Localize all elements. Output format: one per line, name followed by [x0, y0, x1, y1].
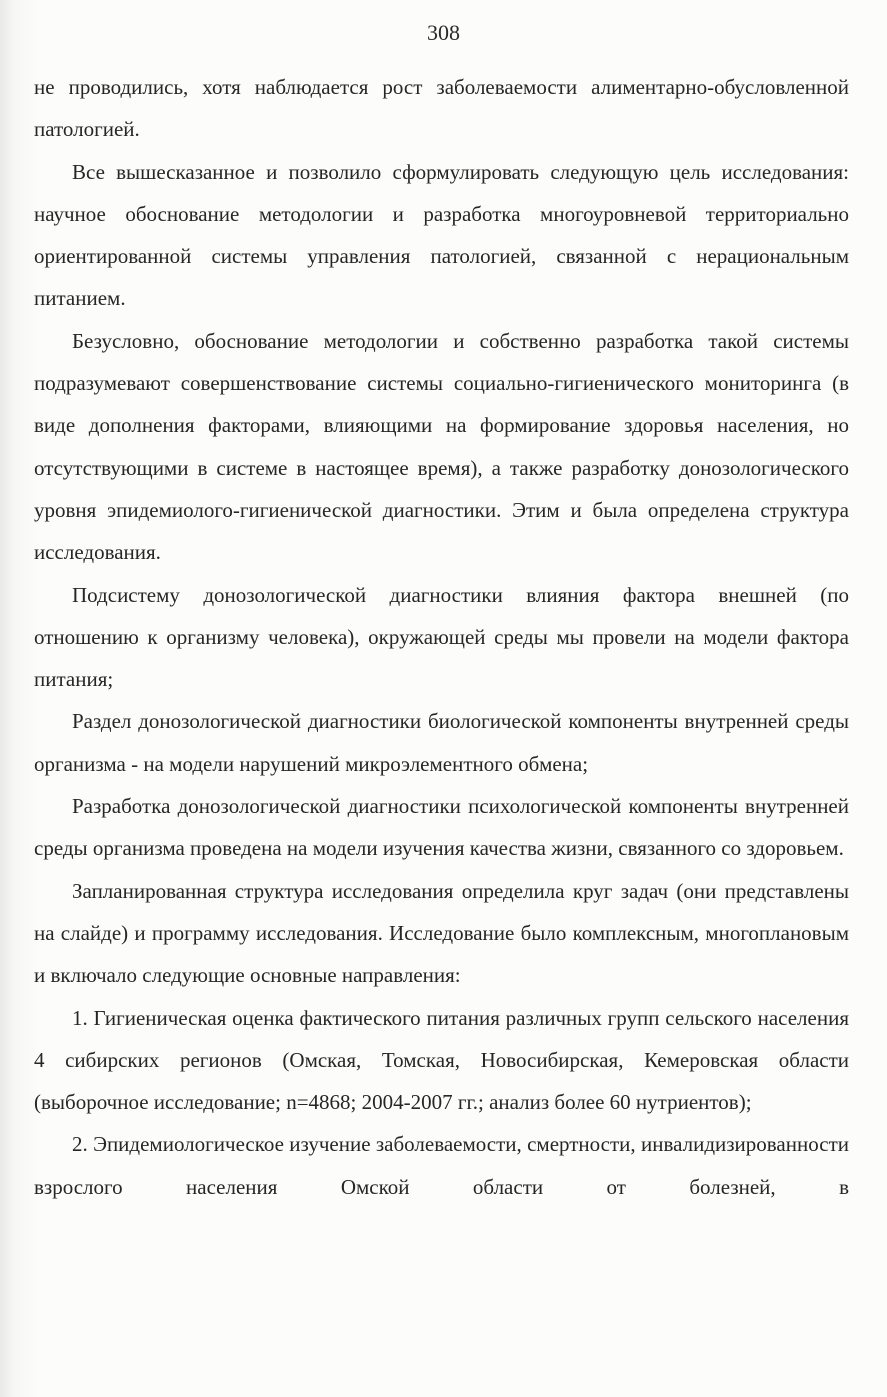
paragraph-research-goal: Все вышесказанное и позволило сформулировать следующую цель исследования: научное обоснование методологии и разработка многоуровневой территориально ориентированной системы управления патологией, связанной с нерациональным питанием. [34, 159, 849, 311]
paragraph-methodology: Безусловно, обоснование методологии и собственно разработка такой системы подразумевают совершенствование системы социально-гигиенического мониторинга (в виде дополнения факторами, влияющими на формирование здоровья населения, но отсутствующими в системе в настоящее время), а также разработку донозологического уровня эпидемиолого-гигиенической диагностики. Этим и была определена структура исследования. [34, 328, 849, 565]
paragraph-psychological-component: Разработка донозологической диагностики психологической компоненты внутренней среды организма проведена на модели изучения качества жизни, связанного со здоровьем. [34, 794, 849, 861]
page-number: 308 [427, 20, 460, 45]
paragraph-biological-component: Раздел донозологической диагностики биологической компоненты внутренней среды организма - на модели нарушений микроэлементного обмена; [34, 709, 849, 776]
body-text [34, 66, 849, 1208]
list-item-2: 2. Эпидемиологическое изучение заболеваемости, смертности, инвалидизированности взрослого населения Омской области от болезней, в [34, 1132, 849, 1199]
list-item-1: 1. Гигиеническая оценка фактического питания различных групп сельского населения 4 сибирских регионов (Омская, Томская, Новосибирская, Кемеровская области (выборочное исследование; n=4868; 2004-2007 гг.; анализ более 60 нутриентов); [34, 1005, 849, 1115]
paragraph-continuation: не проводились, хотя наблюдается рост заболеваемости алиментарно-обусловленной патологией. [34, 75, 849, 142]
paragraph-external-factor: Подсистему донозологической диагностики влияния фактора внешней (по отношению к организму человека), окружающей среды мы провели на модели фактора питания; [34, 582, 849, 692]
paragraph-planned-structure: Запланированная структура исследования определила круг задач (они представлены на слайде) и программу исследования. Исследование было комплексным, многоплановым и включало следующие основные направления: [34, 878, 849, 988]
